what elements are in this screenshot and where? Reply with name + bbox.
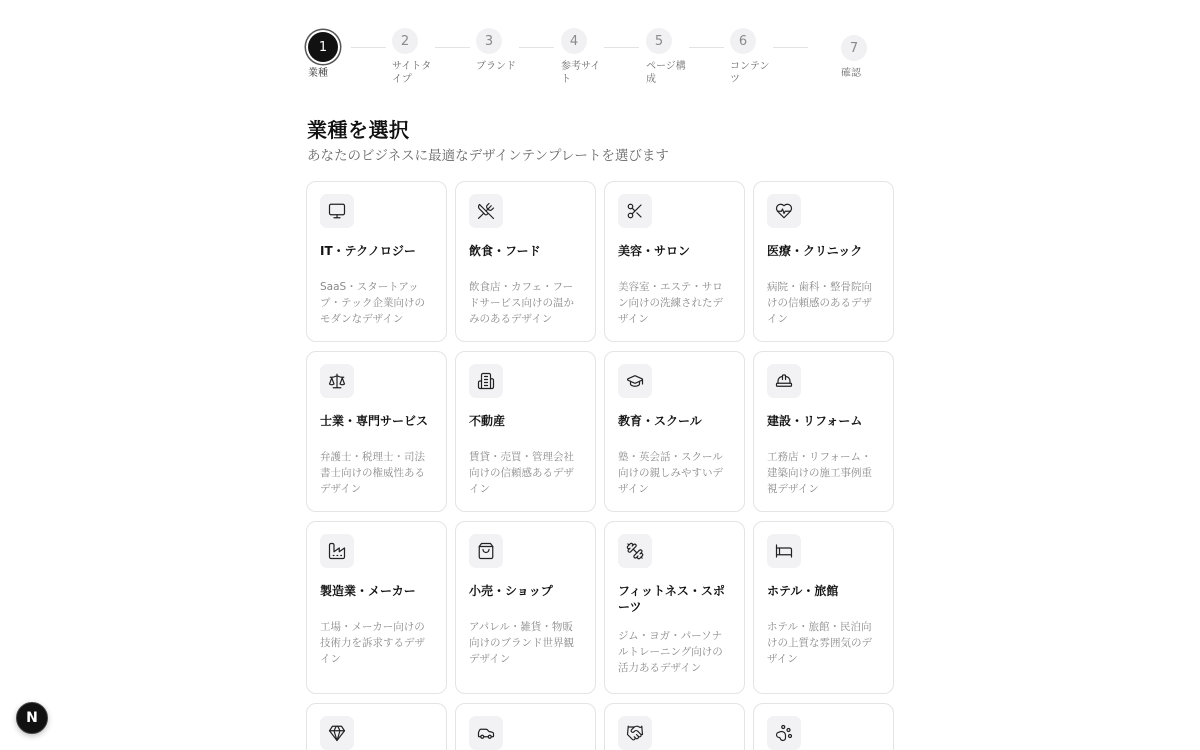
- shopping-bag-icon: [469, 534, 503, 568]
- industry-card-fitness[interactable]: [604, 521, 745, 694]
- step-connector: [519, 47, 554, 48]
- utensils-crossed-icon: [469, 194, 503, 228]
- step-1[interactable]: [308, 32, 368, 80]
- industry-description: 塾・英会話・スクール向けの親しみやすいデザイン: [618, 451, 723, 495]
- progress-stepper: [308, 28, 898, 98]
- industry-name: 飲食・フード: [469, 244, 541, 258]
- bed-icon: [767, 534, 801, 568]
- step-3[interactable]: [476, 28, 536, 73]
- step-number: 5: [646, 28, 672, 54]
- building-icon: [469, 364, 503, 398]
- industry-card-education[interactable]: [604, 351, 745, 512]
- industry-description: 工場・メーカー向けの技術力を訴求するデザイン: [320, 621, 425, 665]
- industry-card-retail[interactable]: [455, 521, 596, 694]
- step-label: 参考サイト: [561, 61, 601, 85]
- step-connector: [351, 47, 386, 48]
- industry-description: アパレル・雑貨・物販向けのブランド世界観デザイン: [469, 621, 574, 665]
- step-connector: [773, 47, 808, 48]
- car-icon: [469, 716, 503, 750]
- industry-description: ホテル・旅館・民泊向けの上質な雰囲気のデザイン: [767, 621, 872, 665]
- dumbbell-icon: [618, 534, 652, 568]
- step-label: サイトタイプ: [392, 61, 432, 85]
- scale-icon: [320, 364, 354, 398]
- step-7[interactable]: [841, 35, 901, 80]
- step-2[interactable]: [392, 28, 452, 86]
- step-label: ブランド: [476, 61, 516, 72]
- step-number: 7: [841, 35, 867, 61]
- step-label: 確認: [841, 68, 861, 79]
- industry-card-medical[interactable]: [753, 181, 894, 342]
- step-label: 業種: [308, 68, 328, 79]
- industry-card-food[interactable]: [455, 181, 596, 342]
- industry-card-13[interactable]: [306, 703, 447, 750]
- industry-name: 医療・クリニック: [767, 244, 863, 258]
- step-number: 6: [730, 28, 756, 54]
- industry-card-professional[interactable]: [306, 351, 447, 512]
- step-number: 2: [392, 28, 418, 54]
- step-connector: [689, 47, 724, 48]
- industry-card-hotel[interactable]: [753, 521, 894, 694]
- page-title: 業種を選択: [307, 118, 410, 142]
- hard-hat-icon: [767, 364, 801, 398]
- industry-description: SaaS・スタートアップ・テック企業向けのモダンなデザイン: [320, 281, 425, 325]
- industry-description: 弁護士・税理士・司法書士向けの権威性あるデザイン: [320, 451, 425, 495]
- industry-grid: [306, 181, 894, 750]
- industry-name: 士業・専門サービス: [320, 414, 429, 428]
- graduation-cap-icon: [618, 364, 652, 398]
- industry-description: 病院・歯科・整骨院向けの信頼感のあるデザイン: [767, 281, 872, 325]
- step-4[interactable]: [561, 28, 621, 86]
- industry-card-realestate[interactable]: [455, 351, 596, 512]
- industry-name: 小売・ショップ: [469, 584, 553, 598]
- step-5[interactable]: [646, 28, 706, 86]
- industry-card-construction[interactable]: [753, 351, 894, 512]
- handshake-icon: [618, 716, 652, 750]
- industry-card-manufacturing[interactable]: [306, 521, 447, 694]
- industry-name: 不動産: [469, 414, 506, 428]
- step-label: ページ構成: [646, 61, 686, 85]
- paw-print-icon: [767, 716, 801, 750]
- step-number: 3: [476, 28, 502, 54]
- monitor-icon: [320, 194, 354, 228]
- gem-icon: [320, 716, 354, 750]
- heart-pulse-icon: [767, 194, 801, 228]
- step-number: 4: [561, 28, 587, 54]
- nextjs-dev-badge[interactable]: [16, 702, 48, 734]
- step-connector: [435, 47, 470, 48]
- industry-description: 工務店・リフォーム・建築向けの施工事例重視デザイン: [767, 451, 872, 495]
- industry-card-16[interactable]: [753, 703, 894, 750]
- industry-name: ホテル・旅館: [767, 584, 839, 598]
- industry-name: 製造業・メーカー: [320, 584, 416, 598]
- industry-name: フィットネス・スポーツ: [618, 584, 725, 614]
- step-number: 1: [308, 32, 338, 62]
- industry-description: 賃貸・売買・管理会社向けの信頼感あるデザイン: [469, 451, 574, 495]
- industry-card-it[interactable]: [306, 181, 447, 342]
- industry-name: IT・テクノロジー: [320, 244, 416, 258]
- nextjs-logo-icon: N: [26, 710, 38, 726]
- scissors-icon: [618, 194, 652, 228]
- page-subtitle: あなたのビジネスに最適なデザインテンプレートを選びます: [307, 148, 669, 164]
- step-connector: [604, 47, 639, 48]
- step-6[interactable]: [730, 28, 790, 86]
- industry-description: 美容室・エステ・サロン向けの洗練されたデザイン: [618, 281, 723, 325]
- industry-card-14[interactable]: [455, 703, 596, 750]
- industry-name: 建設・リフォーム: [767, 414, 863, 428]
- step-label: コンテンツ: [730, 61, 770, 85]
- factory-icon: [320, 534, 354, 568]
- industry-description: ジム・ヨガ・パーソナルトレーニング向けの活力あるデザイン: [618, 630, 723, 674]
- industry-description: 飲食店・カフェ・フードサービス向けの温かみのあるデザイン: [469, 281, 574, 325]
- industry-name: 美容・サロン: [618, 244, 691, 258]
- industry-card-beauty[interactable]: [604, 181, 745, 342]
- industry-name: 教育・スクール: [618, 414, 702, 428]
- industry-card-15[interactable]: [604, 703, 745, 750]
